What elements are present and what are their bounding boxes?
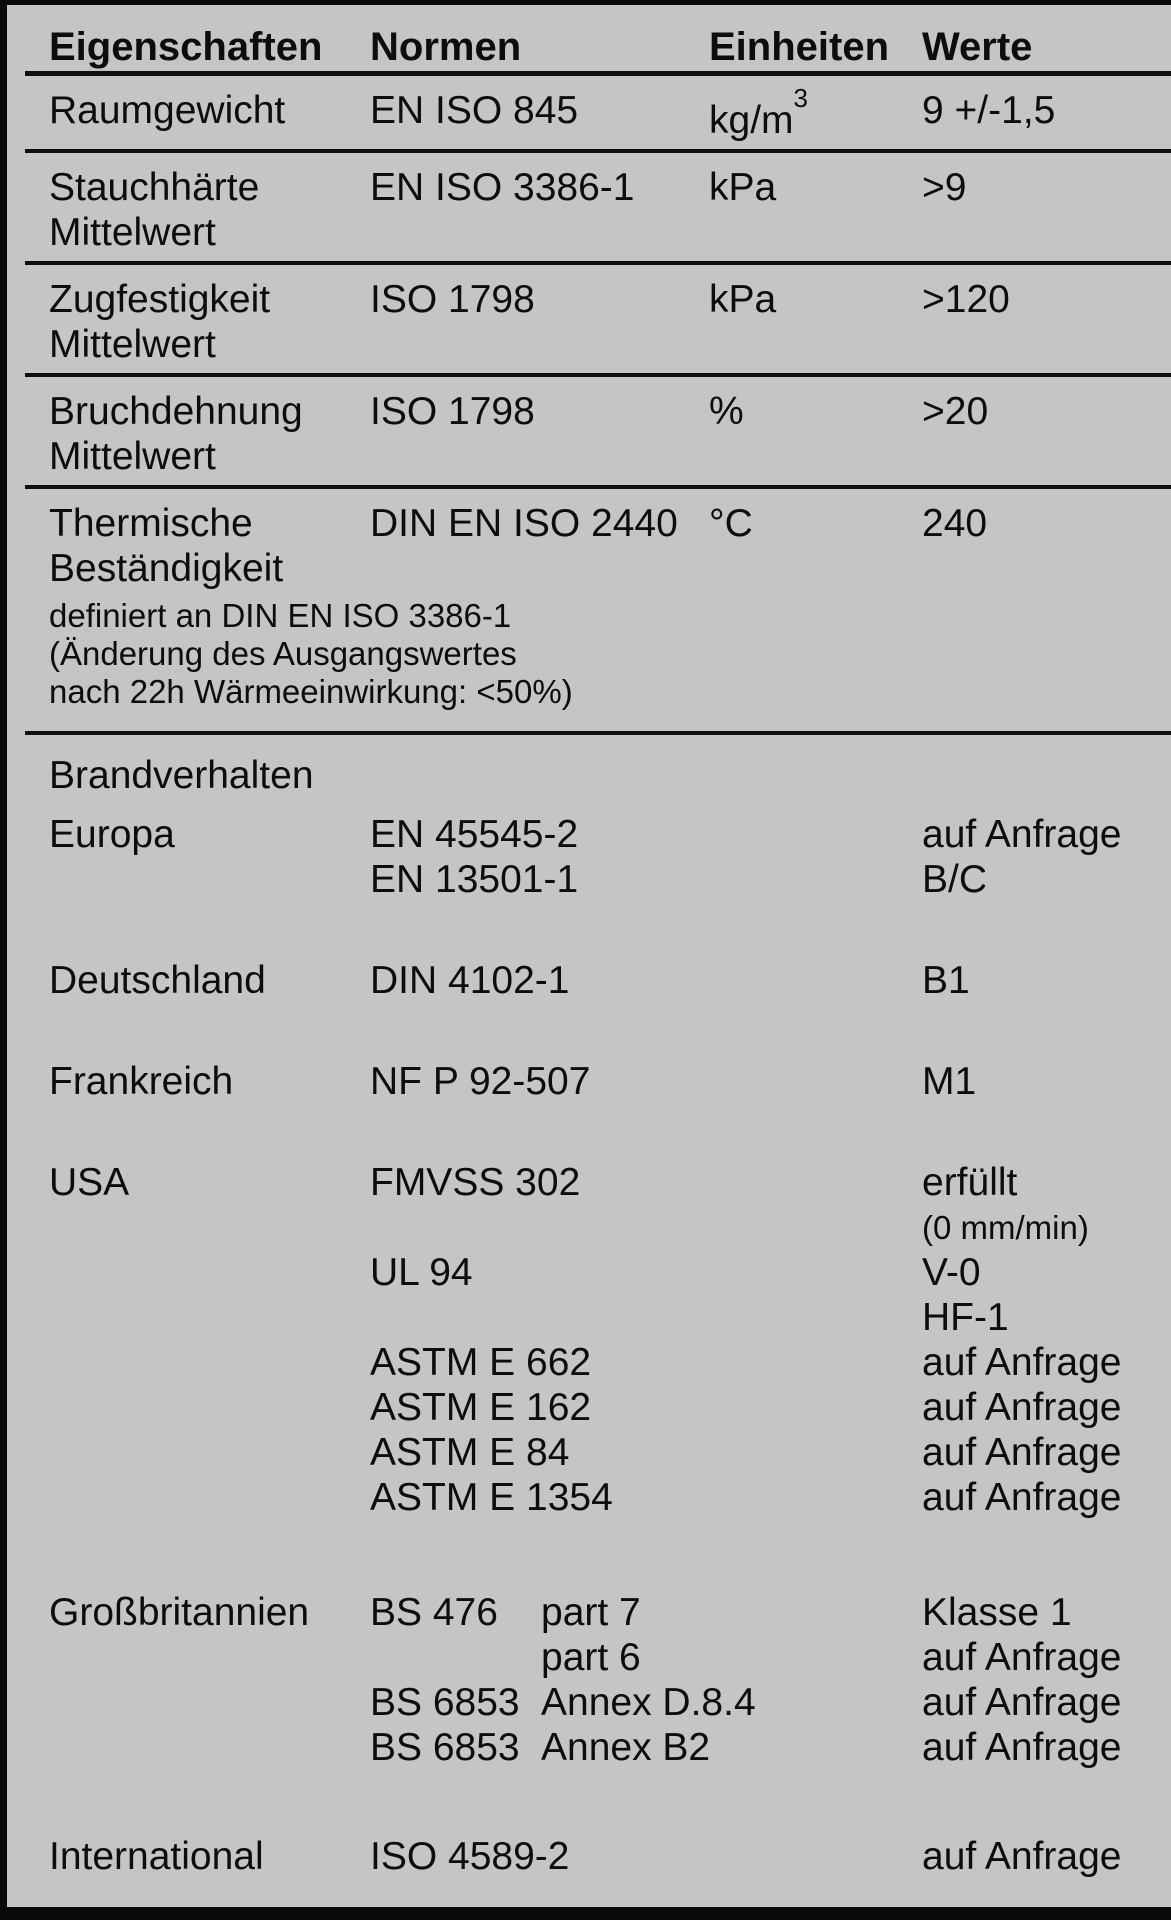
note-line: nach 22h Wärmeeinwirkung: <50%)	[49, 673, 573, 710]
value: auf Anfrage	[922, 1636, 1122, 1679]
norm: FMVSS 302	[370, 1161, 581, 1204]
value: >120	[922, 278, 1010, 321]
fire-row	[49, 1340, 1171, 1385]
value: 240	[922, 502, 988, 545]
norm: ISO 1798	[370, 390, 535, 433]
property-row-thermische-bestaendigkeit	[25, 489, 1171, 735]
unit-base: °C	[709, 502, 753, 545]
fire-row	[49, 1590, 1171, 1635]
value: Klasse 1	[922, 1591, 1072, 1634]
unit	[709, 277, 922, 367]
region-label: Frankreich	[49, 1060, 234, 1103]
fire-row	[49, 1160, 1171, 1205]
note-line: definiert an DIN EN ISO 3386-1	[49, 597, 512, 634]
norm: UL 94	[370, 1251, 473, 1294]
unit	[709, 165, 922, 255]
property-name	[49, 88, 370, 143]
norm-part: part 7	[541, 1591, 641, 1634]
property-name-line: Stauchhärte	[49, 166, 260, 209]
property-row-stauchhaerte	[25, 153, 1171, 265]
property-name-line: Mittelwert	[49, 211, 216, 254]
norm: BS 6853	[370, 1681, 520, 1724]
value-note: (0 mm/min)	[922, 1209, 1089, 1246]
value: >20	[922, 390, 989, 433]
norm: BS 476	[370, 1591, 498, 1634]
value: auf Anfrage	[922, 1835, 1122, 1878]
fire-group-deutschland	[49, 958, 1171, 1003]
property-name-line: Bruchdehnung	[49, 390, 303, 433]
unit-base: kPa	[709, 278, 777, 321]
value: erfüllt	[922, 1161, 1018, 1204]
unit	[709, 389, 922, 479]
norm: ASTM E 1354	[370, 1476, 613, 1519]
norm: DIN 4102-1	[370, 959, 570, 1002]
property-name-line: Zugfestigkeit	[49, 278, 271, 321]
top-edge-bar	[0, 0, 1171, 5]
norm: ISO 1798	[370, 278, 535, 321]
property-name-line: Beständigkeit	[49, 547, 284, 590]
property-name-line: Thermische	[49, 502, 253, 545]
value: B/C	[922, 858, 988, 901]
unit-base: kPa	[709, 166, 777, 209]
region-label: International	[49, 1835, 264, 1878]
properties-table	[25, 0, 1171, 1879]
value: >9	[922, 166, 967, 209]
property-row-zugfestigkeit	[25, 265, 1171, 377]
norm: ASTM E 84	[370, 1431, 570, 1474]
thermal-notes	[49, 597, 1171, 719]
norm: ISO 4589-2	[370, 1835, 570, 1878]
fire-row	[49, 958, 1171, 1003]
unit	[709, 83, 922, 143]
fire-row	[49, 1475, 1171, 1520]
fire-behaviour-section	[25, 753, 1171, 1879]
norm: ASTM E 662	[370, 1341, 592, 1384]
value: auf Anfrage	[922, 1431, 1122, 1474]
norm: BS 6853	[370, 1726, 520, 1769]
fire-row	[49, 1834, 1171, 1879]
fire-row	[49, 1725, 1171, 1770]
norm: EN 13501-1	[370, 858, 579, 901]
property-row-raumgewicht	[25, 76, 1171, 153]
norm: NF P 92-507	[370, 1060, 591, 1103]
value: 9 +/-1,5	[922, 89, 1056, 132]
fire-group-frankreich	[49, 1059, 1171, 1104]
value: M1	[922, 1060, 977, 1103]
unit	[709, 501, 922, 591]
fire-row	[49, 857, 1171, 902]
unit-base: kg/m	[709, 99, 794, 142]
note-line: (Änderung des Ausgangswertes	[49, 635, 517, 672]
property-name	[49, 501, 370, 591]
value: auf Anfrage	[922, 1386, 1122, 1429]
fire-row	[49, 1250, 1171, 1295]
property-name	[49, 165, 370, 255]
fire-row	[49, 812, 1171, 857]
fire-group-grossbritannien	[49, 1590, 1171, 1770]
fire-group-usa	[49, 1160, 1171, 1520]
value: auf Anfrage	[922, 813, 1122, 856]
region-label: Deutschland	[49, 959, 266, 1002]
property-name-line: Raumgewicht	[49, 89, 286, 132]
norm: EN ISO 3386-1	[370, 166, 635, 209]
value: B1	[922, 959, 970, 1002]
property-name	[49, 389, 370, 479]
col-header-einheiten: Einheiten	[709, 25, 890, 69]
norm: ASTM E 162	[370, 1386, 592, 1429]
value: HF-1	[922, 1296, 1009, 1339]
col-header-normen: Normen	[370, 25, 522, 69]
norm-part: Annex D.8.4	[541, 1681, 756, 1724]
unit-exponent: 3	[793, 83, 808, 113]
value: auf Anfrage	[922, 1726, 1122, 1769]
region-label: USA	[49, 1161, 130, 1204]
region-label: Großbritannien	[49, 1591, 310, 1634]
norm: DIN EN ISO 2440	[370, 502, 678, 545]
left-edge-bar	[0, 0, 7, 1920]
norm: EN ISO 845	[370, 89, 579, 132]
property-row-bruchdehnung	[25, 377, 1171, 489]
fire-row	[49, 1059, 1171, 1104]
fire-row	[49, 1635, 1171, 1680]
norm: EN 45545-2	[370, 813, 579, 856]
region-label: Europa	[49, 813, 175, 856]
col-header-werte: Werte	[922, 25, 1033, 69]
norm	[370, 1635, 541, 1680]
col-header-eigenschaften: Eigenschaften	[49, 25, 323, 69]
fire-row	[49, 1205, 1171, 1250]
fire-group-europa	[49, 812, 1171, 902]
value: auf Anfrage	[922, 1681, 1122, 1724]
unit-base: %	[709, 390, 744, 433]
table-header-row	[25, 5, 1171, 76]
fire-row	[49, 1430, 1171, 1475]
value: auf Anfrage	[922, 1341, 1122, 1384]
norm-part: part 6	[541, 1636, 641, 1679]
property-name	[49, 277, 370, 367]
property-name-line: Mittelwert	[49, 323, 216, 366]
fire-section-title: Brandverhalten	[49, 754, 314, 797]
fire-row	[49, 1680, 1171, 1725]
value: V-0	[922, 1251, 981, 1294]
fire-row	[49, 1385, 1171, 1430]
value: auf Anfrage	[922, 1476, 1122, 1519]
bottom-edge-bar	[0, 1907, 1171, 1920]
fire-group-international	[49, 1834, 1171, 1879]
fire-row	[49, 1295, 1171, 1340]
norm-part: Annex B2	[541, 1726, 711, 1769]
property-name-line: Mittelwert	[49, 435, 216, 478]
